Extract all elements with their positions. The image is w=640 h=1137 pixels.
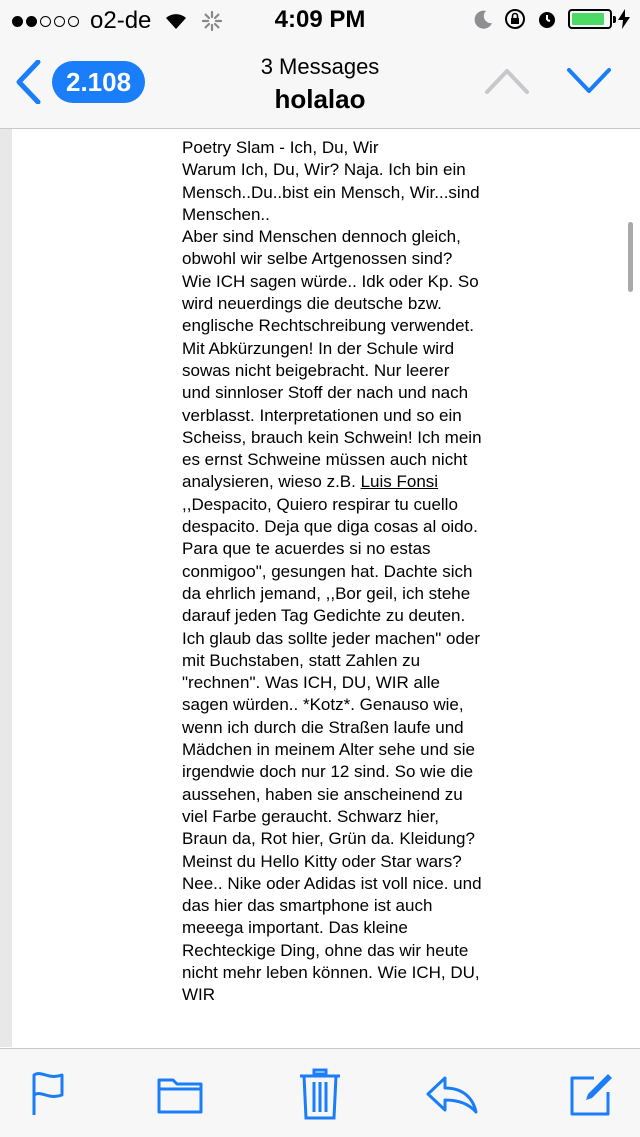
chevron-left-icon xyxy=(14,60,42,104)
charging-bolt-icon xyxy=(618,9,630,29)
flag-button[interactable] xyxy=(20,1069,76,1119)
navigation-bar xyxy=(0,40,640,129)
message-count-label: 3 Messages xyxy=(260,54,380,79)
left-gutter xyxy=(0,129,12,1047)
unread-count-badge: 2.108 xyxy=(52,61,145,103)
back-button[interactable] xyxy=(14,60,145,104)
thread-title xyxy=(170,54,470,115)
battery-icon xyxy=(568,9,612,29)
bottom-toolbar xyxy=(0,1048,640,1137)
message-link[interactable]: Luis Fonsi xyxy=(360,472,439,492)
flag-icon xyxy=(28,1071,68,1117)
carrier-name: o2-de xyxy=(90,7,152,34)
compose-button[interactable] xyxy=(564,1069,620,1119)
chevron-down-icon xyxy=(566,66,612,96)
compose-icon xyxy=(568,1070,616,1118)
scrollbar[interactable] xyxy=(628,222,633,292)
orientation-lock-icon xyxy=(504,8,526,30)
trash-icon xyxy=(298,1068,342,1120)
moon-icon xyxy=(474,9,494,29)
previous-message-button[interactable] xyxy=(484,66,530,101)
sender-name: holalao xyxy=(274,84,366,114)
reply-icon xyxy=(425,1074,479,1114)
folder-icon xyxy=(157,1074,203,1114)
delete-button[interactable] xyxy=(292,1069,348,1119)
message-body[interactable] xyxy=(182,137,482,1007)
alarm-icon xyxy=(536,8,558,30)
status-right xyxy=(474,8,630,30)
reply-button[interactable] xyxy=(424,1069,480,1119)
status-time: 4:09 PM xyxy=(274,6,366,33)
move-to-folder-button[interactable] xyxy=(152,1069,208,1119)
message-text-continued: ,,Despacito, Quiero respirar tu cuello despacito. Deja que diga cosas al oido. Para que te acuerdes si no estas conmigoo", gesungen hat. Dachte sich da ehrlich jemand, ,,Bor geil, ich stehe darauf jeden Tag Gedichte zu deuten. Ich glaub das sollte jeder machen" oder mit Buchstaben, statt Zahlen zu "rechnen". Was ICH, DU, WIR alle sagen würden.. *Kotz*. Genauso wie, wenn ich durch die Straßen laufe und Mädchen in meinem Alter sehe und sie irgendwie doch nur 12 sind. So wie die aussehen, haben sie anscheinend zu viel Farbe geraucht. Schwarz hier, Braun da, Rot hier, Grün da. Kleidung? Meinst du Hello Kitty oder Star wars? Nee.. Nike oder Adidas ist voll nice. und das hier das smartphone ist auch meeega important. Das kleine Rechteckige Ding, ohne das wir heute nicht mehr leben können. Wie ICH, DU, WIR xyxy=(182,494,482,1005)
next-message-button[interactable] xyxy=(566,66,612,101)
status-bar xyxy=(0,0,640,40)
chevron-up-icon xyxy=(484,66,530,96)
message-text: Poetry Slam - Ich, Du, Wir Warum Ich, Du, Wir? Naja. Ich bin ein Mensch..Du..bist ein Mensch, Wir...sind Menschen.. Aber sind Menschen dennoch gleich, obwohl wir selbe Artgenossen sind? Wie ICH sagen würde.. Idk oder Kp. So wird neuerdings die deutsche bzw. englische Rechtschreibung verwendet. Mit Abkürzungen! In der Schule wird sowas nicht beigebracht. Nur leerer und sinnloser Stoff der nach und nach verblasst. Interpretationen und so ein Scheiss, brauch kein Schwein! Ich mein es ernst Schweine müssen auch nicht analysieren, wieso z.B. xyxy=(182,138,482,492)
